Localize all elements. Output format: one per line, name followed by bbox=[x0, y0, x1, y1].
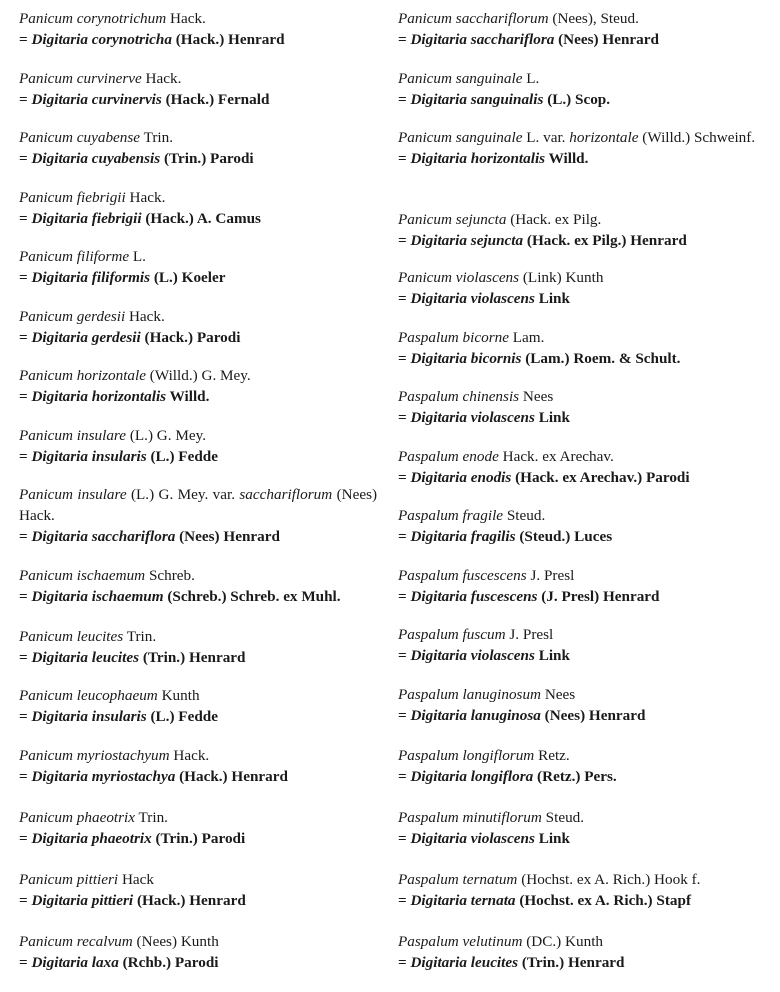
accepted-author: Willd. bbox=[169, 388, 210, 405]
accepted-name: Digitaria violascens bbox=[410, 409, 535, 426]
synonym-genus: Panicum bbox=[398, 211, 452, 228]
accepted-name-line bbox=[398, 348, 756, 369]
synonym-author: (Hochst. ex A. Rich.) Hook f. bbox=[521, 871, 701, 888]
synonym-epithet: sanguinale bbox=[455, 129, 523, 146]
synonym-epithet: velutinum bbox=[462, 933, 523, 950]
synonym-entry bbox=[19, 565, 377, 607]
accepted-name: Digitaria fiebrigii bbox=[31, 210, 142, 227]
accepted-author: Link bbox=[538, 647, 570, 664]
synonym-author: L. bbox=[526, 70, 540, 87]
synonym-line bbox=[398, 68, 756, 89]
accepted-name-line bbox=[398, 407, 756, 428]
synonym-epithet: gerdesii bbox=[76, 308, 126, 325]
synonym-author: (DC.) Kunth bbox=[526, 933, 604, 950]
accepted-name-line bbox=[398, 288, 756, 309]
synonym-author: Hack. bbox=[145, 70, 182, 87]
accepted-author: (Hack.) Henrard bbox=[136, 892, 246, 909]
synonym-genus: Panicum bbox=[19, 628, 73, 645]
synonym-epithet: corynotrichum bbox=[76, 10, 167, 27]
synonym-genus: Panicum bbox=[19, 248, 73, 265]
equals-sign: = bbox=[19, 150, 28, 167]
synonym-author: Kunth bbox=[161, 687, 200, 704]
equals-sign: = bbox=[398, 528, 407, 545]
synonym-epithet: recalvum bbox=[76, 933, 133, 950]
synonym-line bbox=[398, 869, 756, 890]
synonym-entry bbox=[398, 446, 756, 488]
accepted-author: (Hack.) Parodi bbox=[144, 329, 241, 346]
synonym-genus: Panicum bbox=[19, 70, 73, 87]
synonym-epithet: lanuginosum bbox=[462, 686, 542, 703]
accepted-author: Link bbox=[538, 409, 570, 426]
equals-sign: = bbox=[19, 588, 28, 605]
accepted-name-line bbox=[398, 526, 756, 547]
accepted-name: Digitaria gerdesii bbox=[31, 329, 141, 346]
synonym-entry bbox=[19, 187, 377, 229]
equals-sign: = bbox=[398, 290, 407, 307]
accepted-author: (Nees) Henrard bbox=[558, 31, 659, 48]
synonym-entry bbox=[398, 745, 756, 787]
synonym-entry bbox=[19, 745, 377, 787]
equals-sign: = bbox=[398, 469, 407, 486]
synonym-variety-author: (Nees) Hack. bbox=[19, 486, 378, 524]
synonym-entry bbox=[398, 127, 756, 169]
synonym-epithet: sanguinale bbox=[455, 70, 523, 87]
accepted-name-line bbox=[19, 327, 377, 348]
equals-sign: = bbox=[19, 329, 28, 346]
synonym-line bbox=[19, 869, 377, 890]
equals-sign: = bbox=[19, 448, 28, 465]
synonym-epithet: violascens bbox=[455, 269, 520, 286]
synonym-genus: Panicum bbox=[19, 308, 73, 325]
accepted-name-line bbox=[19, 647, 377, 668]
synonym-entry bbox=[19, 365, 377, 407]
synonym-line bbox=[19, 306, 377, 327]
equals-sign: = bbox=[398, 350, 407, 367]
synonym-line bbox=[19, 68, 377, 89]
accepted-name: Digitaria corynotricha bbox=[31, 31, 172, 48]
accepted-name: Digitaria horizontalis bbox=[410, 150, 546, 167]
equals-sign: = bbox=[398, 892, 407, 909]
synonym-entry bbox=[398, 684, 756, 726]
synonym-author: Nees bbox=[544, 686, 576, 703]
equals-sign: = bbox=[19, 388, 28, 405]
synonym-author: Steud. bbox=[545, 809, 585, 826]
synonym-line bbox=[398, 386, 756, 407]
synonym-genus: Paspalum bbox=[398, 507, 459, 524]
synonym-author: Schreb. bbox=[148, 567, 195, 584]
synonym-genus: Paspalum bbox=[398, 388, 459, 405]
equals-sign: = bbox=[19, 91, 28, 108]
synonym-genus: Panicum bbox=[19, 486, 73, 503]
synonym-line bbox=[19, 626, 377, 647]
equals-sign: = bbox=[19, 649, 28, 666]
accepted-author: (Hochst. ex A. Rich.) Stapf bbox=[519, 892, 692, 909]
accepted-author: Link bbox=[538, 830, 570, 847]
equals-sign: = bbox=[19, 210, 28, 227]
synonym-genus: Paspalum bbox=[398, 567, 459, 584]
synonym-epithet: cuyabense bbox=[76, 129, 141, 146]
accepted-name: Digitaria sacchariflora bbox=[31, 528, 176, 545]
accepted-author: (Hack.) Henrard bbox=[179, 768, 288, 785]
synonym-epithet: fiebrigii bbox=[76, 189, 126, 206]
accepted-author: (L.) Fedde bbox=[150, 448, 218, 465]
accepted-author: (Hack. ex Pilg.) Henrard bbox=[526, 232, 687, 249]
synonym-line bbox=[19, 745, 377, 766]
equals-sign: = bbox=[19, 954, 28, 971]
synonym-author: Lam. bbox=[512, 329, 545, 346]
synonym-author: (Nees) Kunth bbox=[136, 933, 219, 950]
accepted-name-line bbox=[19, 526, 377, 547]
synonym-line bbox=[398, 8, 756, 29]
synonym-author: (L.) G. Mey. var. bbox=[130, 486, 236, 503]
synonym-epithet: insulare bbox=[77, 486, 127, 503]
synonym-epithet: horizontale bbox=[76, 367, 146, 384]
accepted-name: Digitaria ischaemum bbox=[31, 588, 164, 605]
synonym-line bbox=[19, 127, 377, 148]
synonym-author: Trin. bbox=[126, 628, 157, 645]
accepted-name-line bbox=[398, 952, 756, 973]
accepted-author: (Nees) Henrard bbox=[544, 707, 646, 724]
accepted-name: Digitaria insularis bbox=[31, 708, 147, 725]
synonym-line bbox=[19, 246, 377, 267]
synonym-genus: Panicum bbox=[19, 567, 73, 584]
equals-sign: = bbox=[398, 232, 407, 249]
synonym-entry bbox=[398, 807, 756, 849]
synonym-line bbox=[19, 8, 377, 29]
synonym-entry bbox=[19, 68, 377, 110]
synonym-genus: Paspalum bbox=[398, 329, 459, 346]
synonym-entry bbox=[398, 931, 756, 973]
synonym-line bbox=[398, 505, 756, 526]
synonym-entry bbox=[398, 505, 756, 547]
synonym-genus: Paspalum bbox=[398, 809, 459, 826]
synonym-line bbox=[398, 565, 756, 586]
synonym-line bbox=[19, 685, 377, 706]
synonym-genus: Panicum bbox=[19, 189, 73, 206]
equals-sign: = bbox=[398, 954, 407, 971]
synonym-author: (Hack. ex Pilg. bbox=[510, 211, 602, 228]
synonym-entry bbox=[398, 565, 756, 607]
synonym-epithet: insulare bbox=[76, 427, 127, 444]
synonym-line bbox=[398, 209, 756, 230]
synonym-epithet: minutiflorum bbox=[462, 809, 542, 826]
accepted-name-line bbox=[19, 148, 377, 169]
accepted-author: (Trin.) Henrard bbox=[142, 649, 246, 666]
synonym-author: (Nees), Steud. bbox=[552, 10, 639, 27]
accepted-name-line bbox=[19, 208, 377, 229]
synonym-genus: Panicum bbox=[19, 367, 73, 384]
accepted-name: Digitaria sacchariflora bbox=[410, 31, 555, 48]
synonym-entry bbox=[19, 931, 377, 973]
synonym-entry bbox=[19, 8, 377, 50]
accepted-name: Digitaria horizontalis bbox=[31, 388, 167, 405]
synonym-line bbox=[19, 187, 377, 208]
synonym-epithet: phaeotrix bbox=[76, 809, 136, 826]
accepted-name-line bbox=[398, 586, 756, 607]
synonym-epithet: fragile bbox=[462, 507, 504, 524]
equals-sign: = bbox=[398, 768, 407, 785]
accepted-author: (Hack.) A. Camus bbox=[145, 210, 261, 227]
synonym-genus: Paspalum bbox=[398, 747, 459, 764]
synonym-author: J. Presl bbox=[509, 626, 554, 643]
synonym-entry bbox=[19, 685, 377, 727]
synonym-entry bbox=[19, 246, 377, 288]
accepted-name-line bbox=[398, 29, 756, 50]
synonym-author: (Link) Kunth bbox=[522, 269, 604, 286]
synonym-line bbox=[398, 267, 756, 288]
synonym-genus: Panicum bbox=[398, 70, 452, 87]
accepted-name: Digitaria phaeotrix bbox=[31, 830, 152, 847]
synonym-entry bbox=[19, 484, 377, 547]
synonym-epithet: leucophaeum bbox=[76, 687, 158, 704]
synonym-entry bbox=[398, 68, 756, 110]
synonym-epithet: sacchariflorum bbox=[455, 10, 549, 27]
synonym-genus: Paspalum bbox=[398, 871, 459, 888]
synonym-line bbox=[19, 931, 377, 952]
accepted-author: Willd. bbox=[548, 150, 589, 167]
accepted-name: Digitaria filiformis bbox=[31, 269, 151, 286]
synonym-entry bbox=[398, 869, 756, 911]
synonym-epithet: bicorne bbox=[462, 329, 509, 346]
accepted-name-line bbox=[398, 890, 756, 911]
accepted-name: Digitaria leucites bbox=[410, 954, 519, 971]
accepted-author: (Schreb.) Schreb. ex Muhl. bbox=[167, 588, 341, 605]
synonym-entry bbox=[19, 869, 377, 911]
accepted-author: (Steud.) Luces bbox=[519, 528, 613, 545]
synonym-genus: Paspalum bbox=[398, 626, 459, 643]
accepted-name-line bbox=[19, 828, 377, 849]
synonym-author: (L.) G. Mey. bbox=[129, 427, 207, 444]
equals-sign: = bbox=[398, 830, 407, 847]
accepted-name: Digitaria insularis bbox=[31, 448, 147, 465]
synonym-author: Trin. bbox=[138, 809, 168, 826]
equals-sign: = bbox=[19, 768, 28, 785]
synonym-genus: Paspalum bbox=[398, 686, 459, 703]
equals-sign: = bbox=[19, 528, 28, 545]
accepted-name: Digitaria violascens bbox=[410, 830, 535, 847]
synonym-author: Nees bbox=[522, 388, 554, 405]
synonym-epithet: longiflorum bbox=[462, 747, 535, 764]
synonym-author: Hack bbox=[121, 871, 154, 888]
synonym-genus: Panicum bbox=[19, 129, 73, 146]
equals-sign: = bbox=[19, 269, 28, 286]
synonym-line bbox=[19, 484, 377, 526]
synonym-line bbox=[398, 127, 756, 148]
synonym-genus: Panicum bbox=[19, 427, 73, 444]
accepted-name: Digitaria myriostachya bbox=[31, 768, 176, 785]
synonym-line bbox=[19, 565, 377, 586]
accepted-name-line bbox=[19, 586, 377, 607]
accepted-name: Digitaria fuscescens bbox=[410, 588, 538, 605]
synonym-entry bbox=[398, 386, 756, 428]
synonym-author: Hack. ex Arechav. bbox=[502, 448, 614, 465]
synonym-entry bbox=[398, 267, 756, 309]
synonym-entry bbox=[19, 306, 377, 348]
accepted-author: (Hack. ex Arechav.) Parodi bbox=[515, 469, 690, 486]
synonym-entry bbox=[19, 425, 377, 467]
accepted-name-line bbox=[398, 89, 756, 110]
accepted-name: Digitaria lanuginosa bbox=[410, 707, 541, 724]
accepted-name-line bbox=[19, 386, 377, 407]
accepted-name-line bbox=[19, 446, 377, 467]
accepted-name-line bbox=[19, 267, 377, 288]
synonym-genus: Panicum bbox=[19, 687, 73, 704]
synonym-genus: Panicum bbox=[19, 747, 73, 764]
accepted-name: Digitaria bicornis bbox=[410, 350, 522, 367]
accepted-name: Digitaria pittieri bbox=[31, 892, 134, 909]
synonym-epithet: sejuncta bbox=[455, 211, 507, 228]
synonym-genus: Panicum bbox=[19, 933, 73, 950]
accepted-name: Digitaria fragilis bbox=[410, 528, 516, 545]
synonym-author: (Willd.) G. Mey. bbox=[149, 367, 251, 384]
synonym-genus: Panicum bbox=[19, 10, 73, 27]
accepted-name-line bbox=[19, 952, 377, 973]
synonym-line bbox=[19, 425, 377, 446]
accepted-author: (Trin.) Parodi bbox=[163, 150, 254, 167]
synonym-line bbox=[398, 446, 756, 467]
accepted-author: (L.) Fedde bbox=[150, 708, 218, 725]
equals-sign: = bbox=[398, 91, 407, 108]
synonym-line bbox=[398, 745, 756, 766]
synonym-author: L. var. bbox=[526, 129, 566, 146]
accepted-name: Digitaria leucites bbox=[31, 649, 140, 666]
accepted-name: Digitaria longiflora bbox=[410, 768, 534, 785]
synonym-genus: Panicum bbox=[398, 129, 452, 146]
synonym-genus: Panicum bbox=[19, 871, 73, 888]
synonym-variety: horizontale bbox=[569, 129, 639, 146]
accepted-author: (L.) Scop. bbox=[547, 91, 611, 108]
accepted-name: Digitaria laxa bbox=[31, 954, 119, 971]
synonym-epithet: filiforme bbox=[76, 248, 130, 265]
accepted-author: (Trin.) Henrard bbox=[521, 954, 625, 971]
accepted-name-line bbox=[19, 890, 377, 911]
accepted-name: Digitaria enodis bbox=[410, 469, 512, 486]
equals-sign: = bbox=[19, 31, 28, 48]
synonym-line bbox=[398, 624, 756, 645]
accepted-name-line bbox=[398, 148, 756, 169]
synonym-entry bbox=[19, 127, 377, 169]
accepted-author: (Retz.) Pers. bbox=[537, 768, 617, 785]
accepted-name-line bbox=[398, 230, 756, 251]
synonym-author: J. Presl bbox=[530, 567, 575, 584]
accepted-author: (Nees) Henrard bbox=[179, 528, 280, 545]
synonym-line bbox=[398, 684, 756, 705]
synonym-entry bbox=[19, 807, 377, 849]
synonym-line bbox=[398, 327, 756, 348]
synonym-epithet: ternatum bbox=[462, 871, 518, 888]
equals-sign: = bbox=[19, 892, 28, 909]
synonym-epithet: leucites bbox=[76, 628, 124, 645]
synonym-genus: Panicum bbox=[398, 10, 452, 27]
synonym-entry bbox=[398, 8, 756, 50]
accepted-name-line bbox=[19, 766, 377, 787]
synonym-entry bbox=[398, 624, 756, 666]
accepted-name: Digitaria curvinervis bbox=[31, 91, 162, 108]
synonym-epithet: ischaemum bbox=[76, 567, 146, 584]
accepted-name: Digitaria violascens bbox=[410, 290, 535, 307]
synonym-epithet: myriostachyum bbox=[76, 747, 170, 764]
accepted-author: (Hack.) Fernald bbox=[165, 91, 270, 108]
equals-sign: = bbox=[398, 588, 407, 605]
synonym-epithet: chinensis bbox=[462, 388, 520, 405]
synonym-author: Trin. bbox=[143, 129, 173, 146]
synonym-genus: Panicum bbox=[398, 269, 452, 286]
accepted-name-line bbox=[398, 705, 756, 726]
synonym-entry bbox=[398, 209, 756, 251]
synonym-variety: sacchariflorum bbox=[239, 486, 333, 503]
synonym-line bbox=[19, 807, 377, 828]
synonym-author: Hack. bbox=[173, 747, 210, 764]
accepted-author: Link bbox=[538, 290, 570, 307]
equals-sign: = bbox=[19, 830, 28, 847]
synonym-variety-author: (Willd.) Schweinf. bbox=[642, 129, 756, 146]
equals-sign: = bbox=[398, 31, 407, 48]
synonym-epithet: fuscescens bbox=[462, 567, 527, 584]
accepted-author: (Hack.) Henrard bbox=[175, 31, 285, 48]
synonym-author: L. bbox=[132, 248, 146, 265]
synonym-author: Hack. bbox=[129, 189, 166, 206]
accepted-name-line bbox=[398, 645, 756, 666]
accepted-name: Digitaria violascens bbox=[410, 647, 535, 664]
equals-sign: = bbox=[398, 409, 407, 426]
accepted-name-line bbox=[398, 766, 756, 787]
equals-sign: = bbox=[19, 708, 28, 725]
equals-sign: = bbox=[398, 707, 407, 724]
synonym-line bbox=[398, 931, 756, 952]
synonym-entry bbox=[19, 626, 377, 668]
synonym-author: Retz. bbox=[538, 747, 570, 764]
synonym-author: Steud. bbox=[506, 507, 546, 524]
accepted-author: (Rchb.) Parodi bbox=[122, 954, 219, 971]
accepted-name-line bbox=[398, 828, 756, 849]
synonym-epithet: fuscum bbox=[462, 626, 506, 643]
accepted-name: Digitaria sanguinalis bbox=[410, 91, 544, 108]
accepted-author: (J. Presl) Henrard bbox=[541, 588, 660, 605]
accepted-name-line bbox=[19, 89, 377, 110]
accepted-name-line bbox=[398, 467, 756, 488]
accepted-name: Digitaria sejuncta bbox=[410, 232, 524, 249]
accepted-author: (Lam.) Roem. & Schult. bbox=[525, 350, 681, 367]
synonym-author: Hack. bbox=[170, 10, 206, 27]
synonym-genus: Panicum bbox=[19, 809, 73, 826]
accepted-author: (Trin.) Parodi bbox=[155, 830, 246, 847]
synonym-genus: Paspalum bbox=[398, 448, 459, 465]
accepted-author: (L.) Koeler bbox=[153, 269, 226, 286]
synonym-line bbox=[398, 807, 756, 828]
synonym-entry bbox=[398, 327, 756, 369]
equals-sign: = bbox=[398, 150, 407, 167]
synonym-epithet: pittieri bbox=[76, 871, 119, 888]
synonym-author: Hack. bbox=[128, 308, 165, 325]
synonym-genus: Paspalum bbox=[398, 933, 459, 950]
synonym-epithet: enode bbox=[462, 448, 499, 465]
synonym-line bbox=[19, 365, 377, 386]
equals-sign: = bbox=[398, 647, 407, 664]
accepted-name: Digitaria cuyabensis bbox=[31, 150, 161, 167]
accepted-name: Digitaria ternata bbox=[410, 892, 516, 909]
accepted-name-line bbox=[19, 29, 377, 50]
synonym-epithet: curvinerve bbox=[76, 70, 142, 87]
accepted-name-line bbox=[19, 706, 377, 727]
